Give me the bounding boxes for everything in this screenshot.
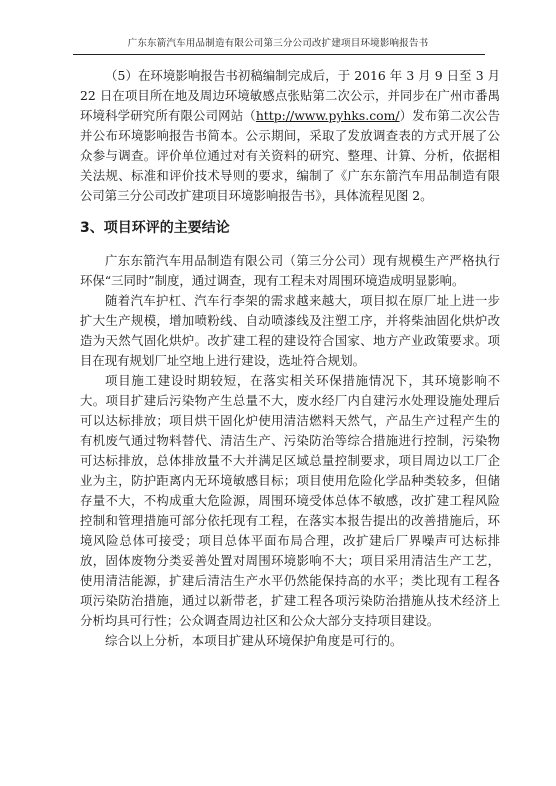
document-body [80, 66, 500, 651]
paragraph-conclusion-1: 广东东箭汽车用品制造有限公司（第三分公司）现有规模生产严格执行环保“三同时”制度，通过调查，现有工程未对周围环境造成明显影响。 [80, 253, 500, 288]
header-divider [73, 54, 485, 55]
paragraph-text: （5）在环境影响报告书初稿编制完成后，于 2016 年 3 月 9 日至 3 月 22 日在项目所在地及周边环境敏感点张贴第二次公示，并同步在广州市番禺环境科学研究所有限公司网站（ [80, 68, 500, 123]
website-link[interactable]: http://www.pyhks.com/ [255, 108, 400, 123]
paragraph-text: ）发布第二次公告并公布环境影响报告书简本。公示期间，采取了发放调查表的方式开展了公众参与调查。评价单位通过对有关资料的研究、整理、计算、分析，依据相关法规、标准和评价技术导则的要求，编制了《广东东箭汽车用品制造有限公司第三分公司改扩建项目环境影响报告书》，具体流程见图 2。 [80, 108, 501, 203]
paragraph-conclusion-2: 随着汽车护杠、汽车行李架的需求越来越大，项目拟在原厂址上进一步扩大生产规模，增加喷粉线、自动喷漆线及注塑工序，并将柴油固化烘炉改造为天然气固化烘炉。改扩建工程的建设符合国家、地方产业政策要求。项目在现有规划厂址空地上进行建设，选址符合规划。 [80, 293, 500, 368]
paragraph-conclusion-4: 综合以上分析，本项目扩建从环境保护角度是可行的。 [105, 633, 403, 648]
paragraph-public-notice [80, 66, 500, 206]
running-header: 广东东箭汽车用品制造有限公司第三分公司改扩建项目环境影响报告书 [127, 38, 429, 49]
section-heading: 3、项目环评的主要结论 [80, 220, 230, 236]
paragraph-conclusion-3: 项目施工建设时期较短，在落实相关环保措施情况下，其环境影响不大。项目扩建后污染物产生总量不大，废水经厂内自建污水处理设施处理后可以达标排放；项目烘干固化炉使用清洁燃料天然气，产品生产过程产生的有机废气通过物料替代、清洁生产、污染防治等综合措施进行控制，污染物可达标排放，总体排放量不大并满足区域总量控制要求，项目周边以工厂企业为主，防护距离内无环境敏感目标；项目使用危险化学品种类较多，但储存量不大，不构成重大危险源，周围环境受体总体不敏感，改扩建工程风险控制和管理措施可部分依托现有工程，在落实本报告提出的改善措施后，环境风险总体可接受；项目总体平面布局合理，改扩建后厂界噪声可达标排放，固体废物分类妥善处置对周围环境影响不大；项目采用清洁生产工艺，使用清洁能源，扩建后清洁生产水平仍然能保持高的水平；类比现有工程各项污染防治措施，通过以新带老，扩建工程各项污染防治措施从技术经济上分析均具可行性；公众调查周边社区和公众大部分支持项目建设。 [80, 373, 500, 628]
